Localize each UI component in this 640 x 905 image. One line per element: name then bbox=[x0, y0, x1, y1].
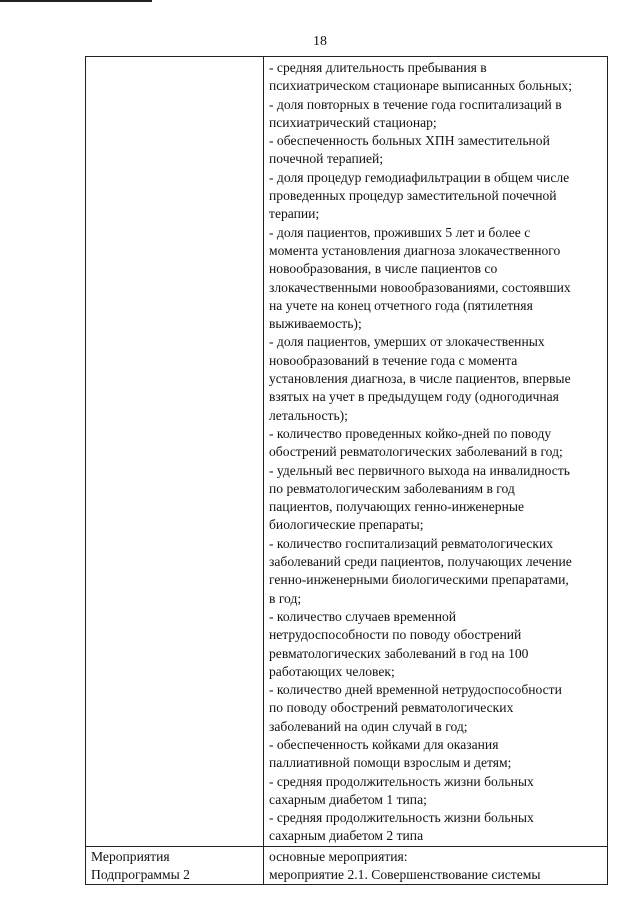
indicator-line: сахарным диабетом 1 типа; bbox=[269, 791, 427, 807]
indicator-line: паллиативной помощи взрослым и детям; bbox=[269, 755, 512, 771]
indicator-line: летальность); bbox=[269, 407, 348, 423]
indicator-line: злокачественными новообразованиями, состоявших bbox=[269, 279, 571, 295]
top-rule bbox=[0, 0, 152, 2]
program-table bbox=[85, 56, 608, 885]
indicator-line: генно-инженерными биологическими препаратами, bbox=[269, 572, 569, 588]
indicator-line: пациентов, получающих генно-инженерные bbox=[269, 499, 525, 515]
indicator-line: - количество дней временной нетрудоспособности bbox=[269, 682, 562, 698]
indicator-line: терапии; bbox=[269, 206, 320, 222]
indicator-line: установления диагноза, в числе пациентов, впервые bbox=[269, 371, 571, 387]
indicator-line: - количество случаев временной bbox=[269, 608, 457, 624]
indicator-line: новообразования, в числе пациентов со bbox=[269, 261, 498, 277]
indicator-line: заболеваний на один случай в год; bbox=[269, 718, 468, 734]
activities-label-line: Мероприятия bbox=[91, 848, 170, 864]
indicator-line: по поводу обострений ревматологических bbox=[269, 700, 514, 716]
indicator-line: проведенных процедур заместительной почечной bbox=[269, 188, 557, 204]
indicator-line: - обеспеченность больных ХПН заместительной bbox=[269, 133, 550, 149]
indicator-line: - обеспеченность койками для оказания bbox=[269, 736, 499, 752]
indicator-line: - количество госпитализаций ревматологических bbox=[269, 535, 554, 551]
activities-row bbox=[86, 846, 608, 885]
indicator-line: - средняя длительность пребывания в bbox=[269, 60, 487, 75]
activities-content-line: основные мероприятия: bbox=[269, 848, 408, 864]
indicator-line: сахарным диабетом 2 типа bbox=[269, 828, 424, 844]
indicator-line: выживаемость); bbox=[269, 316, 362, 332]
indicator-line: биологические препараты; bbox=[269, 517, 424, 533]
indicator-line: ревматологических заболеваний в год на 100 bbox=[269, 645, 529, 661]
indicator-line: по ревматологическим заболеваниям в год bbox=[269, 480, 515, 496]
indicator-line: - средняя продолжительность жизни больных bbox=[269, 810, 534, 826]
page-number: 18 bbox=[313, 34, 327, 49]
indicator-line: новообразований в течение года с момента bbox=[269, 352, 518, 368]
activities-content-line: мероприятие 2.1. Совершенствование системы bbox=[269, 867, 541, 883]
indicators-label-cell bbox=[86, 57, 264, 847]
activities-label-line: Подпрограммы 2 bbox=[91, 867, 190, 883]
indicator-line: обострений ревматологических заболеваний в год; bbox=[269, 444, 563, 460]
activities-content-cell bbox=[264, 846, 608, 885]
indicators-content-cell bbox=[264, 57, 608, 847]
indicator-line: почечной терапией; bbox=[269, 151, 384, 167]
indicator-line: - доля пациентов, умерших от злокачественных bbox=[269, 334, 545, 350]
indicator-line: психиатрическом стационаре выписанных больных; bbox=[269, 78, 572, 94]
indicator-line: момента установления диагноза злокачественного bbox=[269, 242, 561, 258]
indicator-line: нетрудоспособности по поводу обострений bbox=[269, 627, 522, 643]
indicator-line: взятых на учет в предыдущем году (одногодичная bbox=[269, 389, 559, 405]
activities-label-cell bbox=[86, 846, 264, 885]
indicator-line: на учете на конец отчетного года (пятилетняя bbox=[269, 297, 533, 313]
indicators-row bbox=[86, 57, 608, 847]
indicator-line: - удельный вес первичного выхода на инвалидность bbox=[269, 462, 570, 478]
indicator-line: - доля процедур гемодиафильтрации в общем числе bbox=[269, 169, 570, 185]
indicator-line: - доля повторных в течение года госпитализаций в bbox=[269, 96, 562, 112]
indicator-line: - доля пациентов, проживших 5 лет и более с bbox=[269, 224, 531, 240]
indicator-line: психиатрический стационар; bbox=[269, 114, 437, 130]
indicator-line: - средняя продолжительность жизни больных bbox=[269, 773, 534, 789]
indicator-line: в год; bbox=[269, 590, 302, 606]
indicator-line: - количество проведенных койко-дней по поводу bbox=[269, 425, 552, 441]
indicator-line: работающих человек; bbox=[269, 663, 395, 679]
indicator-line: заболеваний среди пациентов, получающих лечение bbox=[269, 554, 572, 570]
